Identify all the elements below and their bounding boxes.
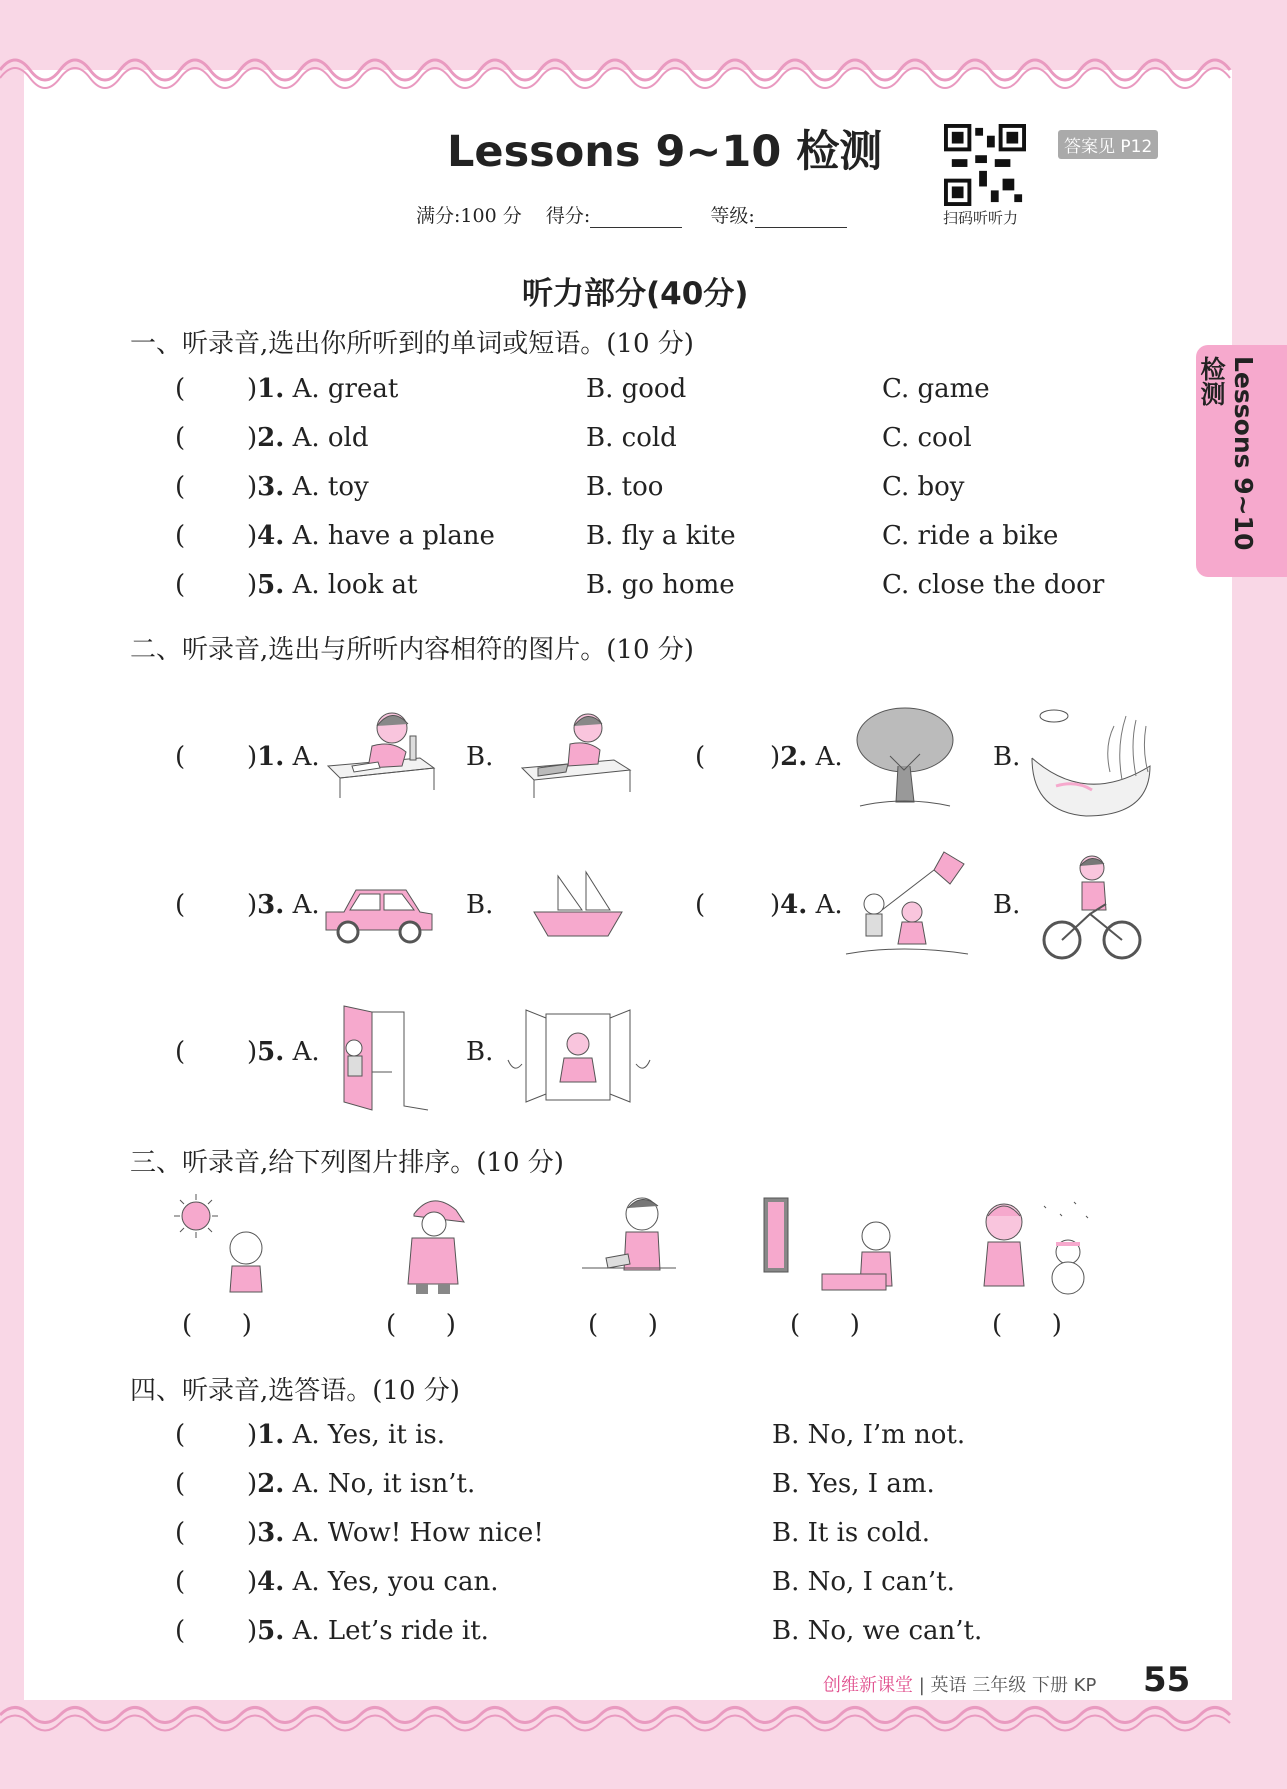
girl-writing-at-desk-picture — [322, 706, 440, 804]
option-b: B. too — [586, 472, 664, 502]
question-number: 5. — [257, 1037, 285, 1067]
question-number: 5. — [257, 570, 285, 600]
order-answer-paren[interactable]: ( ) — [588, 1310, 658, 1340]
option-c: C. close the door — [882, 570, 1105, 600]
list-item: )3. A. toy — [247, 472, 369, 502]
answer-paren[interactable]: ( — [175, 1616, 186, 1646]
option-b: B. Yes, I am. — [772, 1469, 935, 1499]
option-b: B. good — [586, 374, 687, 404]
order-answer-paren[interactable]: ( ) — [790, 1310, 860, 1340]
sun-hot-girl-picture — [170, 1192, 278, 1296]
order-answer-paren[interactable]: ( ) — [992, 1310, 1062, 1340]
option-a: A. Wow! How nice! — [292, 1518, 544, 1548]
answer-paren[interactable]: ( — [695, 890, 706, 920]
question-number: 1. — [257, 742, 285, 772]
grade-blank — [755, 209, 847, 228]
question-number: 2. — [257, 423, 285, 453]
section1-heading: 一、听录音,选出你所听到的单词或短语。(10 分) — [130, 329, 694, 359]
score-line — [416, 201, 869, 228]
answer-paren[interactable]: ( — [175, 890, 186, 920]
answer-badge: 答案见 P12 — [1058, 130, 1158, 159]
grade-label: 等级: — [710, 205, 755, 227]
answer-paren[interactable]: ( — [175, 1518, 186, 1548]
girl-opening-window-picture — [500, 1002, 658, 1106]
wavy-border-top — [0, 40, 1287, 90]
option-a: A. have a plane — [292, 521, 495, 551]
option-a-label: A. — [815, 742, 843, 772]
list-item: )1. A. Yes, it is. — [247, 1420, 445, 1450]
answer-paren[interactable]: ( — [175, 521, 186, 551]
girl-at-desk-picture — [518, 706, 636, 800]
option-a: A. old — [292, 423, 369, 453]
question-number: 1. — [257, 1420, 285, 1450]
footer-book-info: 英语 三年级 下册 KP — [930, 1675, 1097, 1696]
footer-brand: 创维新课堂 — [823, 1675, 913, 1696]
page-title: Lessons 9~10 检测 — [447, 127, 883, 177]
answer-paren[interactable]: ( — [175, 423, 186, 453]
answer-paren[interactable]: ( — [175, 742, 186, 772]
list-item: )2. A. No, it isn’t. — [247, 1469, 476, 1499]
option-c: C. ride a bike — [882, 521, 1059, 551]
tree-picture — [850, 706, 960, 818]
option-a: A. great — [292, 374, 399, 404]
order-answer-paren[interactable]: ( ) — [182, 1310, 252, 1340]
option-c: C. cool — [882, 423, 972, 453]
worksheet-page: Lessons 9~10 检测 Lessons 9~10 检测 满分:100 分 得分: 等级: 扫码听听力 答案见 P12 听力部分(40分) 一、听录音,选出你所听到的单词或短语。(10 分) ( )1. A. great B. good C. game ( )2. A. old B. cold C. cool ( )3. A. toy B. too C. boy ( )4. A. have a plane B. fly a kite C. ride a bike ( )5. A. look at B. go home C. close the door 二、听录音,选出与所听内容相符的图片。(10 分) ( )1. A. B. ( )2. A. B. ( )3. A. B. ( )4. A. B. ( )5. A. B. 三、听录音,给下列图片排序。(10 分) ( ) ( ) ( ) ( ) ( ) 四、听录音,选答语。(10 分) ( )1. A. Yes, it is. B. No, I’m not. ( )2. A. No, it isn’t. B. Yes, I am. ( )3. A. Wow! How nice! B. It is cold. ( )4. A. Yes, you can. B. No, I can’t. ( )5. A. Let’s ride it. B. No, we can’t. 创维新课堂 | 英语 三年级 下册 KP 55 — [0, 0, 1287, 1789]
qr-caption: 扫码听听力 — [943, 209, 1019, 227]
question-number: 3. — [257, 472, 285, 502]
option-b-label: B. — [466, 742, 494, 772]
option-a-label: A. — [815, 890, 843, 920]
option-b-label: B. — [466, 890, 494, 920]
list-item: )4. A. Yes, you can. — [247, 1567, 499, 1597]
answer-paren[interactable]: ( — [175, 472, 186, 502]
section3-heading: 三、听录音,给下列图片排序。(10 分) — [130, 1148, 564, 1178]
question-number: 1. — [257, 374, 285, 404]
option-b: B. go home — [586, 570, 735, 600]
option-a: A. No, it isn’t. — [292, 1469, 476, 1499]
order-answer-paren[interactable]: ( ) — [386, 1310, 456, 1340]
kids-flying-kite-picture — [842, 850, 972, 962]
option-b: B. No, I can’t. — [772, 1567, 955, 1597]
footer-info: 创维新课堂 | 英语 三年级 下册 KP — [823, 1675, 1097, 1696]
car-picture — [322, 876, 436, 946]
full-marks: 满分:100 分 — [416, 205, 522, 227]
option-b: B. No, I’m not. — [772, 1420, 966, 1450]
option-b: B. No, we can’t. — [772, 1616, 983, 1646]
option-c: C. boy — [882, 472, 965, 502]
question-number: 4. — [780, 890, 808, 920]
boy-closing-door-picture — [332, 1002, 432, 1114]
option-a: A. Yes, you can. — [292, 1567, 499, 1597]
answer-paren[interactable]: ( — [175, 374, 186, 404]
score-label: 得分: — [545, 205, 591, 227]
option-b-label: B. — [993, 742, 1021, 772]
willow-by-river-picture — [1026, 706, 1158, 818]
question-number: 3. — [257, 890, 285, 920]
answer-paren[interactable]: ( — [175, 1567, 186, 1597]
wavy-border-bottom — [0, 1700, 1287, 1740]
list-item: )5. A. look at — [247, 570, 418, 600]
list-item: )4. A. have a plane — [247, 521, 495, 551]
option-a-label: A. — [292, 890, 320, 920]
part-title: 听力部分(40分) — [522, 276, 749, 312]
list-item: )3. A. Wow! How nice! — [247, 1518, 544, 1548]
qr-code-icon[interactable] — [944, 124, 1026, 206]
option-b: B. fly a kite — [586, 521, 736, 551]
boy-riding-bike-picture — [1040, 852, 1144, 964]
answer-paren[interactable]: ( — [175, 1469, 186, 1499]
answer-paren[interactable]: ( — [175, 570, 186, 600]
page-number: 55 — [1143, 1660, 1191, 1700]
option-b-label: B. — [466, 1037, 494, 1067]
boy-at-blackboard-picture — [762, 1196, 902, 1296]
option-b: B. cold — [586, 423, 677, 453]
option-a-label: A. — [292, 742, 320, 772]
question-number: 2. — [780, 742, 808, 772]
question-number: 4. — [257, 1567, 285, 1597]
list-item: )1. A. great — [247, 374, 399, 404]
option-a-label: A. — [292, 1037, 320, 1067]
question-number: 5. — [257, 1616, 285, 1646]
option-a: A. Let’s ride it. — [292, 1616, 489, 1646]
question-number: 4. — [257, 521, 285, 551]
side-tab-label: Lessons 9~10 检测 — [1197, 356, 1258, 551]
answer-paren[interactable]: ( — [175, 1037, 186, 1067]
option-b: B. It is cold. — [772, 1518, 930, 1548]
section4-heading: 四、听录音,选答语。(10 分) — [130, 1376, 460, 1406]
option-a: A. toy — [292, 472, 369, 502]
list-item: )2. A. old — [247, 423, 369, 453]
girl-with-snowman-picture — [974, 1196, 1098, 1296]
option-a: A. Yes, it is. — [292, 1420, 445, 1450]
section2-heading: 二、听录音,选出与所听内容相符的图片。(10 分) — [130, 635, 694, 665]
answer-paren[interactable]: ( — [175, 1420, 186, 1450]
option-a: A. look at — [292, 570, 418, 600]
answer-paren[interactable]: ( — [695, 742, 706, 772]
question-number: 2. — [257, 1469, 285, 1499]
question-number: 3. — [257, 1518, 285, 1548]
option-b-label: B. — [993, 890, 1021, 920]
boy-reading-picture — [580, 1192, 680, 1296]
score-blank — [590, 209, 682, 228]
option-c: C. game — [882, 374, 990, 404]
ship-picture — [528, 870, 628, 940]
list-item: )5. A. Let’s ride it. — [247, 1616, 489, 1646]
winter-girl-picture — [394, 1192, 470, 1296]
